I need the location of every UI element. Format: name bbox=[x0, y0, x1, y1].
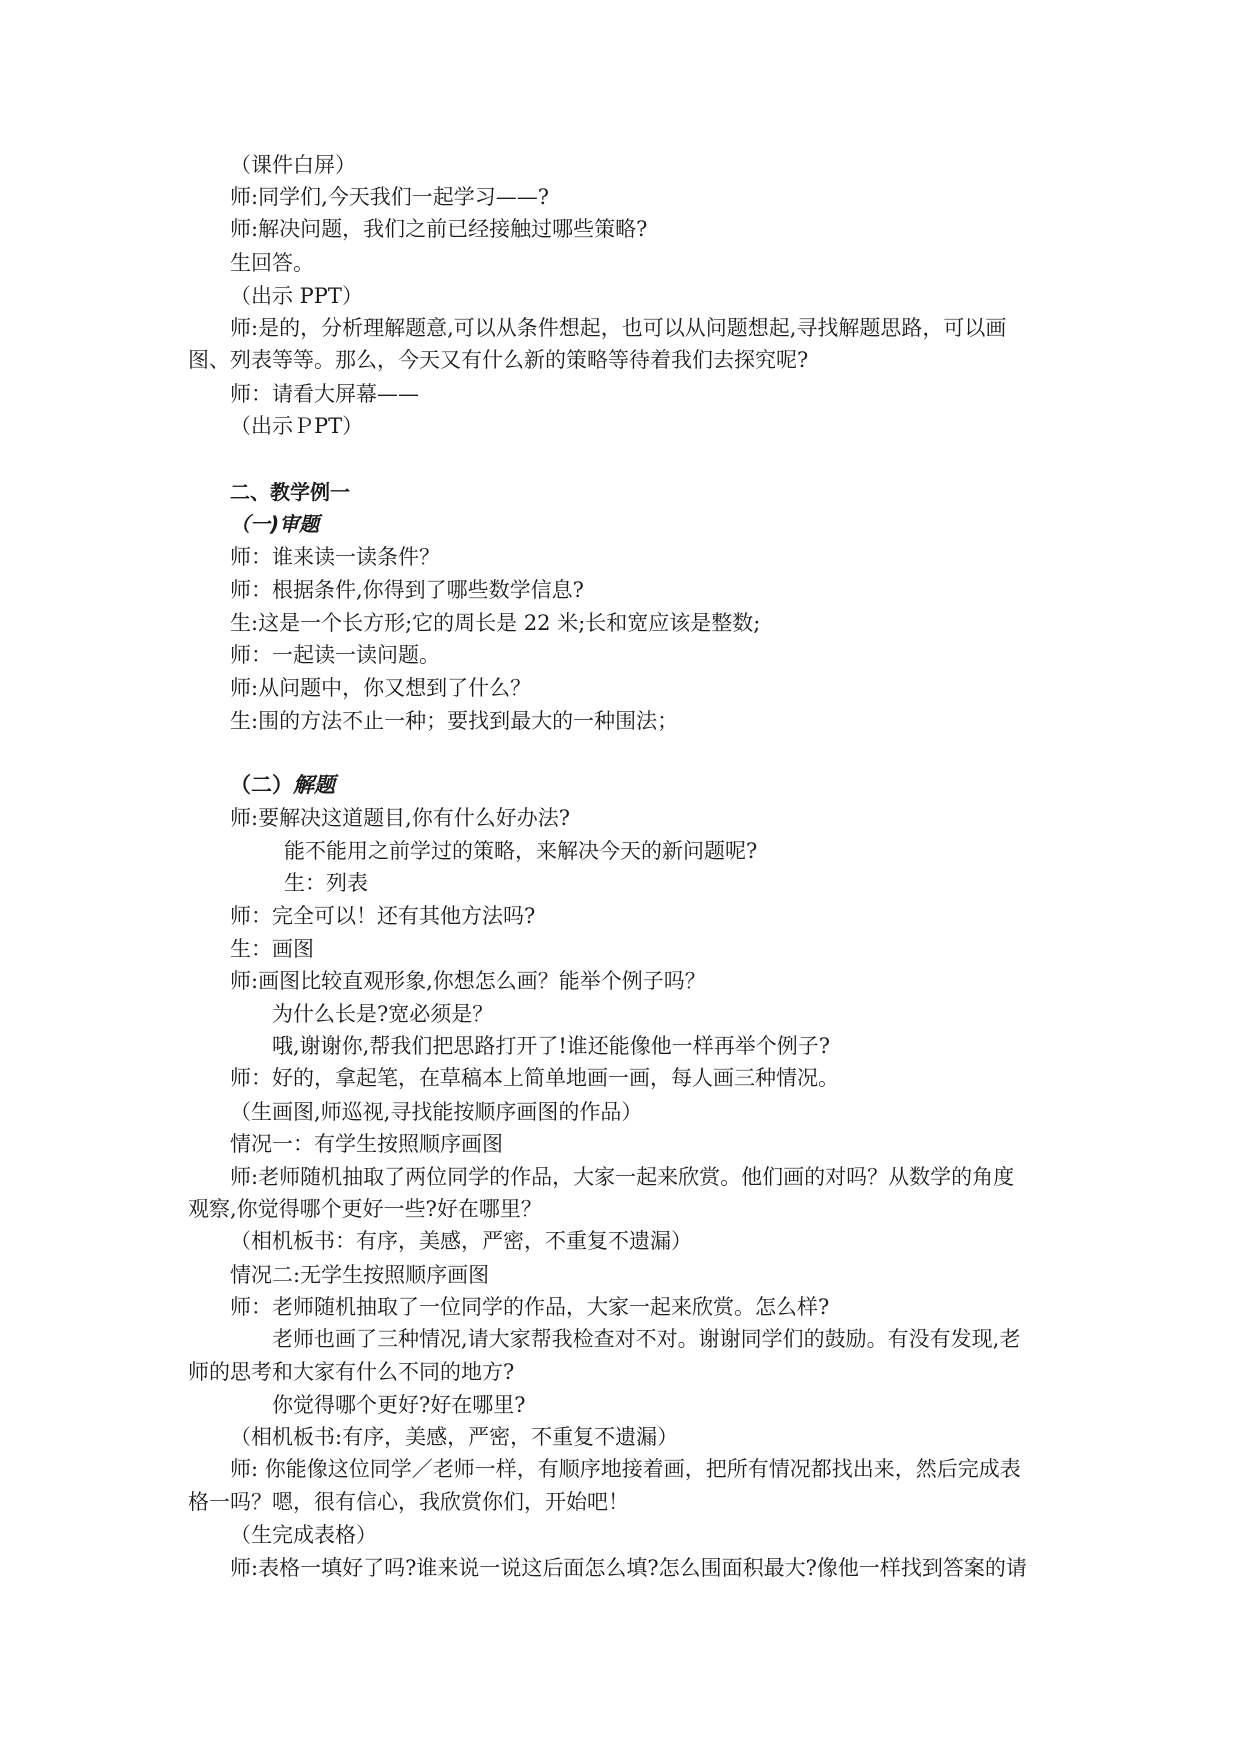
text-line: 师：一起读一读问题。 bbox=[230, 643, 440, 667]
text-line: 哦,谢谢你,帮我们把思路打开了!谁还能像他一样再举个例子? bbox=[272, 1034, 831, 1058]
text-line: 师:画图比较直观形象,你想怎么画？能举个例子吗？ bbox=[230, 969, 706, 993]
text-line: （出示ＰPT） bbox=[230, 414, 364, 438]
text-line: 师：完全可以！还有其他方法吗? bbox=[230, 904, 536, 928]
text-line: 师:是的，分析理解题意,可以从条件想起，也可以从问题想起,寻找解题思路，可以画 bbox=[230, 316, 1007, 340]
text-line: 师:老师随机抽取了两位同学的作品，大家一起来欣赏。他们画的对吗？从数学的角度 bbox=[230, 1165, 1015, 1189]
text-line: 情况二:无学生按照顺序画图 bbox=[230, 1263, 490, 1287]
text-line: 能不能用之前学过的策略，来解决今天的新问题呢? bbox=[284, 839, 758, 863]
subsection-title: 解题 bbox=[293, 773, 335, 797]
text-line: 师:表格一填好了吗?谁来说一说这后面怎么填?怎么围面积最大?像他一样找到答案的请 bbox=[230, 1556, 1027, 1580]
text-line: 生：列表 bbox=[284, 871, 368, 895]
text-line: 观察,你觉得哪个更好一些?好在哪里？ bbox=[188, 1197, 542, 1221]
text-line: 师的思考和大家有什么不同的地方? bbox=[188, 1360, 515, 1384]
subsection-number: （二） bbox=[230, 773, 293, 797]
text-line: （相机板书：有序，美感，严密，不重复不遗漏） bbox=[230, 1229, 692, 1253]
text-line: 师：请看大屏幕—— bbox=[230, 382, 419, 406]
subsection-heading: （一)审题 bbox=[230, 512, 320, 536]
text-line: 生：画图 bbox=[230, 937, 314, 961]
text-line: 生回答。 bbox=[230, 251, 314, 275]
text-line: 生:这是一个长方形;它的周长是 22 米;长和宽应该是整数; bbox=[230, 611, 761, 635]
text-line: 师: 你能像这位同学／老师一样，有顺序地接着画，把所有情况都找出来，然后完成表 bbox=[230, 1457, 1021, 1481]
text-line: （生画图,师巡视,寻找能按顺序画图的作品） bbox=[230, 1100, 643, 1124]
text-line: （生完成表格） bbox=[230, 1523, 377, 1547]
text-line: 图、列表等等。那么，今天又有什么新的策略等待着我们去探究呢? bbox=[188, 348, 809, 372]
text-line: 你觉得哪个更好?好在哪里? bbox=[272, 1393, 526, 1417]
section-heading: 二、教学例一 bbox=[230, 480, 350, 504]
text-line: 师:同学们,今天我们一起学习——? bbox=[230, 185, 550, 209]
text-line: 师:要解决这道题目,你有什么好办法? bbox=[230, 806, 571, 830]
text-line: 格一吗？嗯，很有信心，我欣赏你们，开始吧！ bbox=[188, 1490, 629, 1514]
text-line: 师：老师随机抽取了一位同学的作品，大家一起来欣赏。怎么样? bbox=[230, 1295, 830, 1319]
text-line: 情况一：有学生按照顺序画图 bbox=[230, 1132, 503, 1156]
text-line: 为什么长是?宽必须是？ bbox=[272, 1002, 494, 1026]
text-line: 师:解决问题，我们之前已经接触过哪些策略? bbox=[230, 217, 648, 241]
text-line: （出示 PPT） bbox=[230, 284, 363, 308]
text-line: 师：好的，拿起笔，在草稿本上简单地画一画，每人画三种情况。 bbox=[230, 1066, 839, 1090]
text-line: 师:从问题中，你又想到了什么？ bbox=[230, 676, 532, 700]
text-line: 老师也画了三种情况,请大家帮我检查对不对。谢谢同学们的鼓励。有没有发现,老 bbox=[272, 1327, 1021, 1351]
text-line: 师：谁来读一读条件？ bbox=[230, 545, 440, 569]
text-line: 师：根据条件,你得到了哪些数学信息? bbox=[230, 578, 584, 602]
text-line: 生:围的方法不止一种；要找到最大的一种围法； bbox=[230, 709, 679, 733]
text-line: （相机板书:有序，美感，严密，不重复不遗漏） bbox=[230, 1425, 679, 1449]
subsection-heading bbox=[230, 771, 335, 799]
text-line: （课件白屏） bbox=[230, 153, 356, 177]
